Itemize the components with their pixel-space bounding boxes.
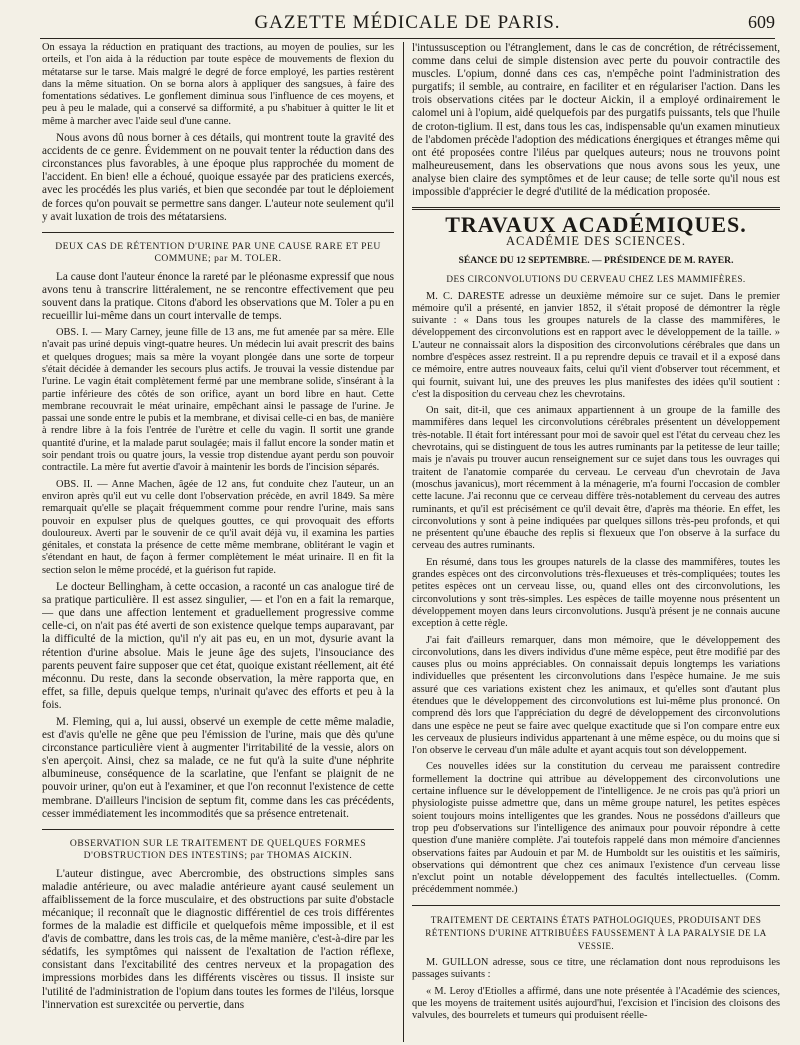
paragraph: En résumé, dans tous les groupes naturels de la classe des mammifères, toutes les grandes espèces ont des circonvolutions très-flexueuses et très-compliquées; toutes les petites espèces ont un cerveau lisse, ou, quand elles ont des circonvolutions, les circonvolutions y sont très-simples. Les espèces de taille moyenne nous présentent un développement moyen dans leurs circonvolutions. Jusqu'à présent je ne connais aucune exception à cette règle. [412, 556, 780, 630]
paragraph: On essaya la réduction en pratiquant des tractions, au moyen de poulies, sur les orteils, et l'on aida à la réduction par toute espèce de mouvements de flexion du métatarse sur le tarse. Mais malgré le degré de force employé, les parties restèrent dans la même situation. On se borna alors à appliquer des sangsues, à faire des fomentations sédatives. Le gonflement diminua sous l'influence de ces moyens, et peu à peu le malade, qui a conservé sa difformité, a pu s'habituer à quitter le lit et même à marcher avec l'aide seul d'une canne. [42, 42, 394, 127]
section-heading: OBSERVATION SUR LE TRAITEMENT DE QUELQUES FORMES D'OBSTRUCTION DES INTESTINS; par THOMAS AICKIN. [69, 837, 367, 861]
column-divider [403, 42, 404, 1042]
right-column [412, 42, 780, 1042]
divider [42, 829, 394, 830]
paragraph: l'intussusception ou l'étranglement, dans le cas de concrétion, de rétrécissement, comme dans celui de simple distension avec perte du pouvoir contractile des muscles. L'opium, donné dans ces cas, n'empêche point l'administration des purgatifs; il semble, au contraire, en faciliter et en régulariser l'action. Dans les trois observations citées par le docteur Aickin, il a employé ordinairement le calomel uni à l'opium, aidé quelquefois par des purgatifs puissants, tels que l'huile de croton-tiglium. Il est, dans tous les cas, indispensable qu'un examen minutieux de l'abdomen précède l'adoption des médications énergiques et étranges même qui ont été proposées contre l'iléus par quelques auteurs; nous ne trouvons point malheureusement, dans les observations que nous avons sous les yeux, une analyse bien claire des symptômes et de leur cause; de telle sorte qu'il nous est impossible d'apprécier le degré d'utilité de la médication proposée. [412, 42, 780, 199]
paragraph: L'auteur distingue, avec Abercrombie, des obstructions simples sans maladie antérieure, ou avec maladie antérieure ayant causé seulement un affaiblissement de la force musculaire, et des obstructions par suite d'obstacle mécanique; il reconnaît que le diagnostic différentiel de ces trois différentes formes de la maladie est difficile et quelquefois même impossible, et il est d'avis de combattre, dans les trois cas, de la même manière, c'est-à-dire par les sédatifs, les symptômes qui naissent de l'exaltation de l'action réflexe, consistant dans l'excitabilité des centres nerveux et la propagation des impressions morbides dans les différents viscères ou tissus. Il insiste sur l'utilité de l'administration de l'opium dans toutes les formes de l'iléus, lorsque l'innervation est surexcitée ou pervertie, dans [42, 867, 394, 1011]
paragraph: Ces nouvelles idées sur la constitution du cerveau me paraissent contredire formellement la doctrine qui attribue au développement des circonvolutions une certaine influence sur le développement de l'intelligence. Je ne crois pas qu'à priori un physiologiste puisse admettre que, dans un même groupe naturel, les petites espèces soient toujours moins intelligentes que les grandes. Nous ne possédons d'ailleurs que trop peu d'observations sur l'intelligence des animaux pour pouvoir répondre à cette question d'une manière complète. J'ai toutefois rappelé dans mon mémoire d'anciennes observations faites par Audouin et par M. de Humboldt sur les ouistitis et les saïmiris, observations qui démontrent que chez ces animaux l'existence d'un cerveau lisse n'exclut point un notable développement des facultés intellectuelles. (Comm. précédemment nommée.) [412, 761, 780, 896]
paragraph: Nous avons dû nous borner à ces détails, qui montrent toute la gravité des accidents de ce genre. Évidemment on ne pouvait tenter la réduction dans des circonstances plus favorables, à une époque plus rapprochée du moment de l'accident. En bien! elle a échoué, quoique essayée par des praticiens exercés, avec les procédés les plus variés, et bien que secondée par tout le déploiement de forces qu'on pouvait se permettre sans danger. L'auteur note seulement qu'il y avait luxation de trois des métatarsiens. [42, 132, 394, 223]
article-heading: DES CIRCONVOLUTIONS DU CERVEAU CHEZ LES MAMMIFÈRES. [446, 274, 746, 285]
observation-paragraph: OBS. II. — Anne Machen, âgée de 12 ans, fut conduite chez l'auteur, un an environ après qu'il eut vu celle dont l'observation précède, en avril 1849. Sa mère remarquait qu'elle se plaçait fréquemment comme pour rendre l'urine, mais sans pouvoir en expulser plus de quelques gouttes, ce qui provoquait des efforts douloureux. Averti par le souvenir de ce qu'il avait déjà vu, il examina les parties génitales, et constata la présence de cette même membrane, oblitérant le vagin et s'étendant en haut, de façon à fermer complètement le méat urinaire. Il en fit la section selon le même procédé, et la guérison fut rapide. [42, 478, 394, 576]
page-number: 609 [748, 12, 775, 32]
paragraph: On sait, dit-il, que ces animaux appartiennent à un groupe de la famille des mammifères dans lequel les circonvolutions cérébrales présentent un développement très-notable. Il était fort intéressant pour moi de savoir quel est l'état du cerveau chez les chevrotains, qui se distinguent de tous les autres ruminants par la petitesse de leur taille; mais je n'avais pu trouver aucun renseignement sur ce sujet dans tous les ouvrages qui traitent de l'anatomie comparée du cerveau. Le cerveau d'un chevrotain de Java (moschus javanicus), mort récemment à la ménagerie, m'a fourni l'occasion de combler cette lacune. J'ai reconnu que ce cerveau diffère très-notablement du cerveau des autres ruminants, et qu'il est précisément ce qu'il devait être, d'après ma théorie. En effet, les circonvolutions y sont à peine indiquées par quelques sillons très-peu profonds, et qui ne présentent qu'une ébauche des replis si flexueux que l'on observe à la surface du cerveau des autres ruminants. [412, 405, 780, 552]
article-heading: TRAITEMENT DE CERTAINS ÉTATS PATHOLOGIQUES, PRODUISANT DES RÉTENTIONS D'URINE ATTRIBUÉES FAUSSEMENT À LA PARALYSIE DE LA VESSIE. [425, 914, 767, 951]
paragraph: « M. Leroy d'Etiolles a affirmé, dans une note présentée à l'Académie des sciences, que les moyens de traitement usités aujourd'hui, l'excision et l'incision des cloisons des valvules, des bourrelets et tumeurs qui produisent réelle- [412, 985, 780, 1022]
academy-heading: ACADÉMIE DES SCIENCES. [506, 234, 686, 249]
paragraph: M. Fleming, qui a, lui aussi, observé un exemple de cette même maladie, est d'avis qu'elle ne gêne que peu l'émission de l'urine, mais que dès qu'une circonstance particulière vient à augmenter l'irritabilité de la vessie, alors on s'en aperçoit. Ainsi, chez sa malade, ce ne fut qu'à la suite d'une néphrite albumineuse, conséquence de la scarlatine, que l'enfant se plaignit de ne pouvoir uriner, qu'on eut à l'examiner, et que l'on reconnut l'existence de cette membrane. D'ailleurs l'incision de septum fit, comme dans les cas précédents, cesser immédiatement les incommodités que sa présence entretenait. [42, 715, 394, 820]
paragraph: J'ai fait d'ailleurs remarquer, dans mon mémoire, que le développement des circonvolutions, dans les divers individus d'une même espèce, peut être modifié par des causes plus ou moins appréciables. On connaissait depuis longtemps les variations individuelles que présentent les circonvolutions dans l'espèce humaine. Je me suis assuré que ces variations existent chez les animaux, et qu'elles sont d'autant plus étendues que le développement des circonvolutions est lui-même plus prononcé. On comprend dès lors que l'appréciation du degré de développement des circonvolutions dans une espèce ne peut se faire avec quelque exactitude que si l'on compare entre eux les cerveaux de plusieurs individus appartenant à une même espèce, ou du moins que si l'on observe le cerveau d'un mâle adulte et ayant acquis tout son développement. [412, 634, 780, 757]
paragraph: Le docteur Bellingham, à cette occasion, a raconté un cas analogue tiré de sa pratique particulière. Il est assez singulier, — et l'on en a fait la remarque, — que dans une affection lentement et graduellement progressive comme celle-ci, on n'ait pas été averti de son existence quelque temps auparavant, par la difficulté de la miction, qu'il n'y ait pas eu, en un mot, dysurie avant la rétention d'urine absolue. Mais le jeune âge des sujets, l'insouciance des parents peuvent faire supposer que cet état, quoique existant réellement, ait été méconnu. Du reste, dans la seconde observation, la mère rapporta que, en effet, sa fille, depuis quelque temps, n'urinait qu'avec des efforts et peu à la fois. [42, 581, 394, 711]
divider [42, 232, 394, 233]
observation-paragraph: OBS. I. — Mary Carney, jeune fille de 13 ans, me fut amenée par sa mère. Elle n'avait pas uriné depuis vingt-quatre heures. Un médecin lui avait prescrit des bains et quelques drogues; mais sa mère la voyant plongée dans une sorte de torpeur s'était décidée à demander les secours plus actifs. Je trouvai la vessie distendue par l'urine. Le vagin était complètement fermé par une membrane solide, s'insérant à la partie inférieure des côtés de son orifice, ayant un bord libre en haut. Cette membrane recouvrait le méat urinaire, empêchant ainsi le passage de l'urine. Je passai une sonde entre le pubis et la membrane, et divisai celle-ci en bas, de manière à rendre libre à la fois l'entrée de l'urètre et celle du vagin. Il sortit une grande quantité d'urine, et la malade parut soulagée; mais il fallut encore la sonder matin et soir pendant trois ou quatre jours, la vessie trop distendue ayant perdu son pouvoir contractile. La mère fut avertie d'avoir à maintenir les bords de l'incision séparés. [42, 327, 394, 474]
session-heading: SÉANCE DU 12 SEPTEMBRE. — PRÉSIDENCE DE M. RAYER. [458, 255, 734, 267]
left-column [42, 42, 394, 1042]
divider [412, 905, 780, 906]
section-heading: DEUX CAS DE RÉTENTION D'URINE PAR UNE CAUSE RARE ET PEU COMMUNE; par M. TOLER. [55, 240, 381, 264]
journal-title: GAZETTE MÉDICALE DE PARIS. [254, 12, 561, 33]
paragraph: La cause dont l'auteur énonce la rareté par le pléonasme expressif que nous avons tenu à transcrire littéralement, ne se rencontre effectivement que peu souvent dans la pratique. Citons d'abord les observations que M. Toler a pu en recueillir lui-même dans un court intervalle de temps. [42, 270, 394, 323]
page-header [40, 10, 775, 39]
paragraph: M. C. DARESTE adresse un deuxième mémoire sur ce sujet. Dans le premier mémoire qu'il a présenté, en janvier 1852, il s'était proposé de démontrer la règle suivante : « Dans tous les groupes naturels de la classe des mammifères, le développement des circonvolutions est en rapport avec le développement de la taille. » L'auteur ne connaissait alors la disposition des circonvolutions cérébrales que dans un nombre d'espèces assez restreint. Il a pu reprendre depuis ce travail et il a exposé dans ce mémoire, entre autres nouveaux faits, celui qu'il vient d'observer tout récemment, et qui fournit, suivant lui, une des preuves les plus manifestes des idées qu'il soutient : c'est la disposition du cerveau chez les chevrotains. [412, 290, 780, 400]
section-title: TRAVAUX ACADÉMIQUES. [445, 212, 747, 238]
paragraph: M. GUILLON adresse, sous ce titre, une réclamation dont nous reproduisons les passages suivants : [412, 957, 780, 981]
divider [412, 207, 780, 210]
